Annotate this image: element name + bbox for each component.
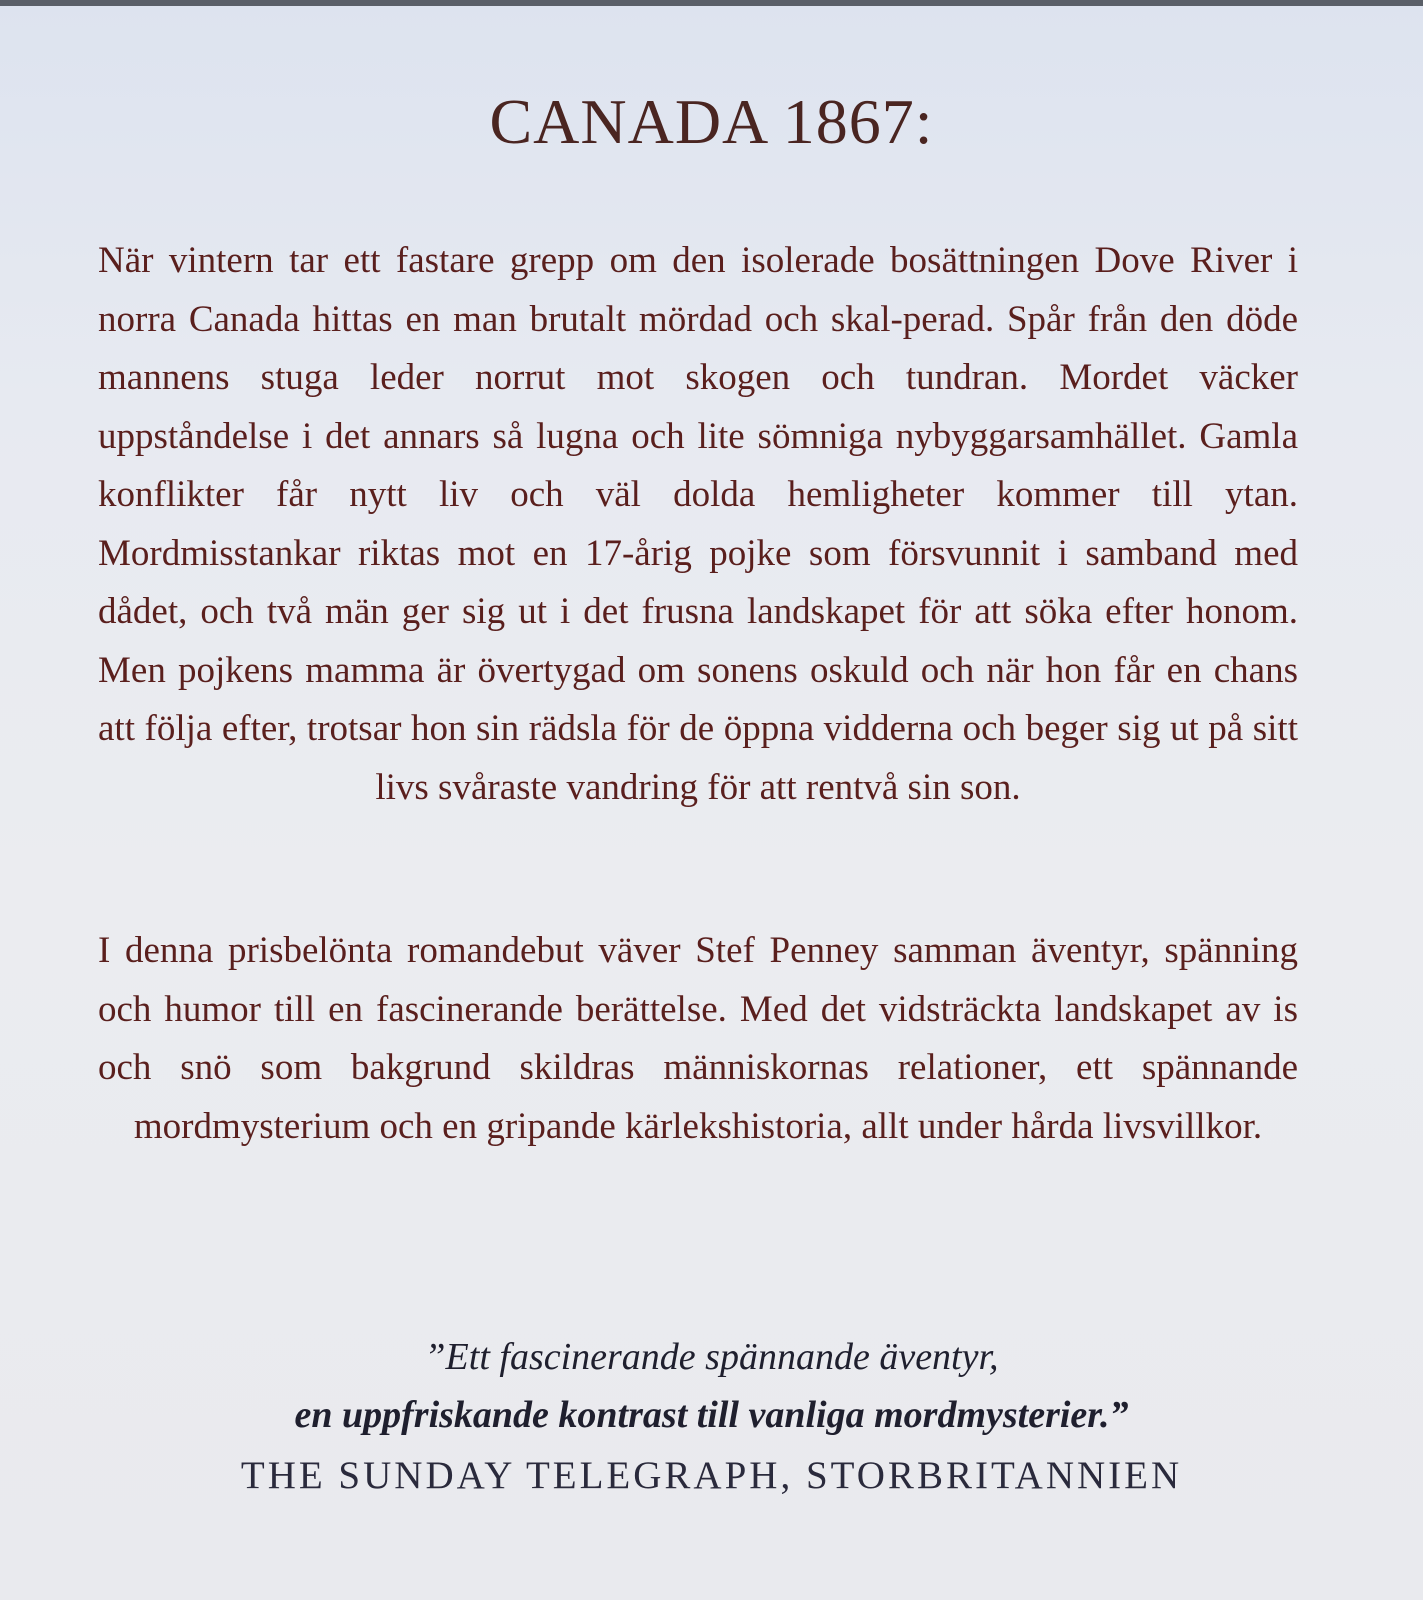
synopsis-paragraph: När vintern tar ett fastare grepp om den isolerade bosättningen Dove River i norra Canada hittas en man brutalt mördad och skal-perad. Spår från den döde mannens stuga leder norrut mot skogen och tundran. Mordet väcker uppståndelse i det annars så lugna och lite sömniga nybyggarsamhället. Gamla konflikter får nytt liv och väl dolda hemligheter kommer till ytan. Mordmisstankar riktas mot en 17-årig pojke som försvunnit i samband med dådet, och två män ger sig ut i det frusna landskapet för att söka efter honom. Men pojkens mamma är övertygad om sonens oskuld och när hon får en chans att följa efter, trotsar hon sin rädsla för de öppna vidderna och beger sig ut på sitt livs svåraste vandring för att rentvå sin son. [98,240,1298,808]
review-quote-line-2: en uppfriskande kontrast till vanliga mordmysterier.” [294,1394,1129,1436]
blurb-paragraph: I denna prisbelönta romandebut väver Stef Penney samman äventyr, spänning och humor till en fascinerande berättelse. Med det vidsträckta landskapet av is och snö som bakgrund skildras människornas relationer, ett spännande mordmysterium och en gripande kärlekshistoria, allt under hårda livsvillkor. [98,930,1298,1147]
cover-heading: CANADA 1867: [489,86,934,157]
review-source: THE SUNDAY TELEGRAPH, STORBRITANNIEN [240,1454,1183,1497]
review-quote-line-1: ”Ett fascinerande spännande äventyr, [424,1336,999,1378]
cover-top-edge [0,0,1423,6]
